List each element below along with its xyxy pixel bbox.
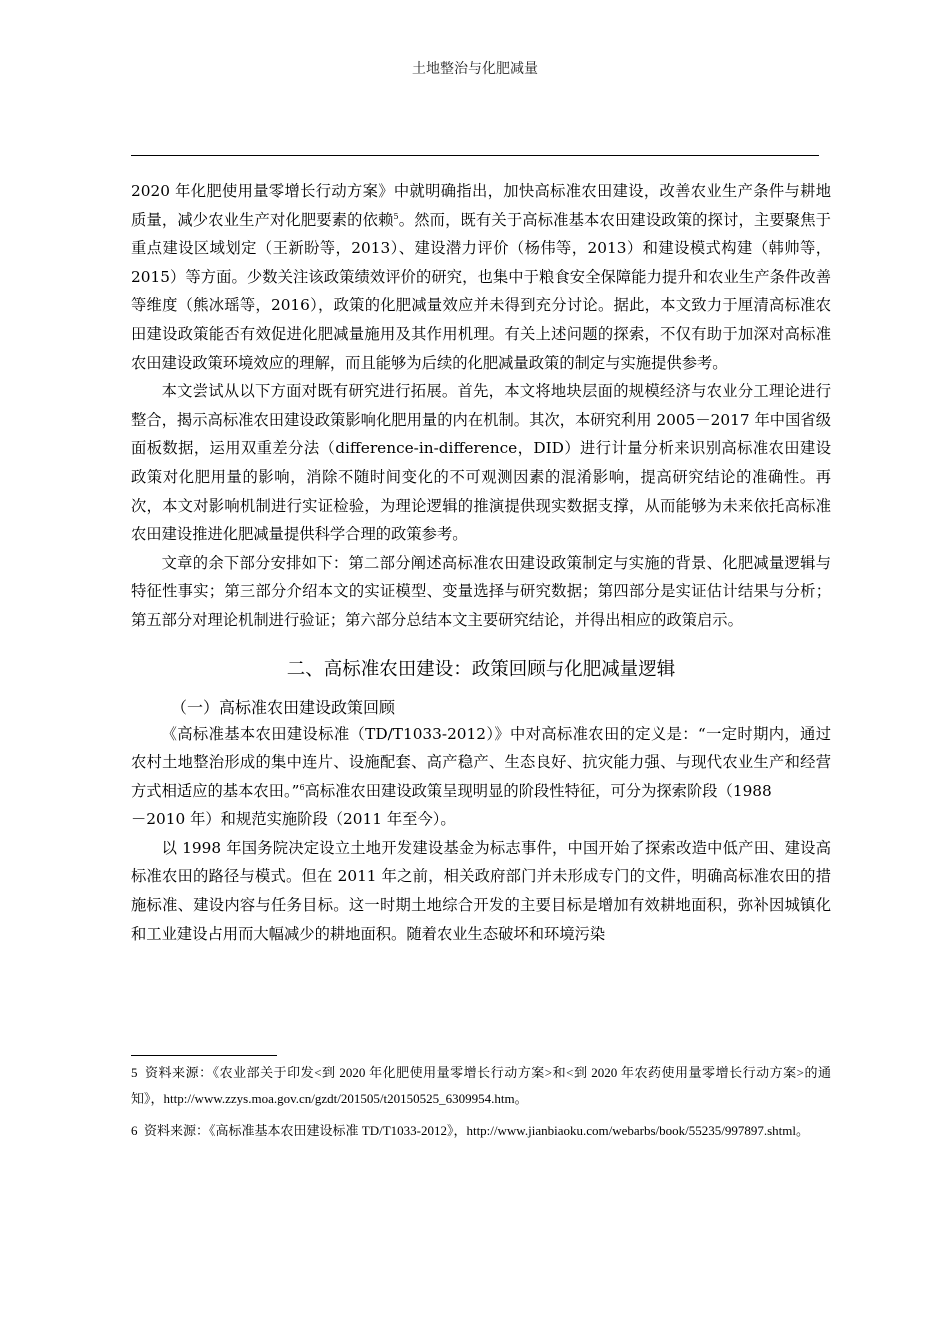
footnote-ref-5[interactable]: 5 xyxy=(393,211,399,221)
paragraph-5: 以 1998 年国务院决定设立土地开发建设基金为标志事件，中国开始了探索改造中低产田、建设高标准农田的路径与模式。但在 2011 年之前，相关政府部门并未形成专门的文件，明确高标准农田的措施标准、建设内容与任务目标。这一时期土地综合开发的主要目标是增加有效耕地面积，弥补因城镇化和工业建设占用而大幅减少的耕地面积。随着农业生态破坏和环境污染 xyxy=(131,838,831,943)
subsection-title: （一）高标准农田建设政策回顾 xyxy=(171,697,396,717)
footnote-ref-6[interactable]: 6 xyxy=(299,782,305,792)
body-text xyxy=(131,177,831,948)
paragraph-1: 2020 年化肥使用量零增长行动方案》中就明确指出，加快高标准农田建设，改善农业生产条件与耕地质量，减少农业生产对化肥要素的依赖$^5$。然而，既有关于高标准基本农田建设政策的探讨，主要聚焦于重点建设区域划定（王新盼等，2013）、建设潜力评价（杨伟等，2013）和建设模式构建（韩帅等，2015）等方面。少数关注该政策绩效评价的研究，也集中于粮食安全保障能力提升和农业生产条件改善等维度（熊冰瑶等，2016），政策的化肥减量效应并未得到充分讨论。据此，本文致力于厘清高标准农田建设政策能否有效促进化肥减量施用及其作用机理。有关上述问题的探索，不仅有助于加深对高标准农田建设政策环境效应的理解，而且能够为后续的化肥减量政策的制定与实施提供参考。 xyxy=(131,182,831,372)
running-header: 土地整治与化肥减量 xyxy=(412,61,538,77)
footnotes xyxy=(131,1060,831,1150)
paragraph-2: 本文尝试从以下方面对既有研究进行拓展。首先，本文将地块层面的规模经济与农业分工理论进行整合，揭示高标准农田建设政策影响化肥用量的内在机制。其次，本研究利用 2005－2017 年中国省级面板数据，运用双重差分法（difference-in-difference，DID）进行计量分析来识别高标准农田建设政策对化肥用量的影响，消除不随时间变化的不可观测因素的混淆影响，提高研究结论的准确性。再次，本文对影响机制进行实证检验，为理论逻辑的推演提供现实数据支撑，从而能够为未来依托高标准农田建设推进化肥减量提供科学合理的政策参考。 xyxy=(131,382,831,544)
header-rule xyxy=(131,155,819,156)
section-title: 二、高标准农田建设：政策回顾与化肥减量逻辑 xyxy=(286,658,676,680)
paragraph-4-continued: －2010 年）和规范实施阶段（2011 年至今）。 xyxy=(131,810,456,829)
footnote-6: 6 资料来源：《高标准基本农田建设标准 TD/T1033-2012》，http://www.jianbiaoku.com/webarbs/book/55235/997897.shtml。 xyxy=(131,1123,810,1138)
paragraph-3: 文章的余下部分安排如下：第二部分阐述高标准农田建设政策制定与实施的背景、化肥减量逻辑与特征性事实；第三部分介绍本文的实证模型、变量选择与研究数据；第四部分是实证估计结果与分析；第五部分对理论机制进行验证；第六部分总结本文主要研究结论，并得出相应的政策启示。 xyxy=(131,553,831,629)
paragraph-4: 《高标准基本农田建设标准（TD/T1033-2012）》中对高标准农田的定义是：“一定时期内，通过农村土地整治形成的集中连片、设施配套、高产稳产、生态良好、抗灾能力强、与现代农业生产和经营方式相适应的基本农田。”$^6$高标准农田建设政策呈现明显的阶段性特征，可分为探索阶段（1988 xyxy=(131,724,831,800)
footnote-rule xyxy=(131,1055,277,1056)
footnote-5: 5 资料来源：《农业部关于印发<到 2020 年化肥使用量零增长行动方案>和<到 2020 年农药使用量零增长行动方案>的通知》，http://www.zzys.moa.gov.cn/gzdt/201505/t20150525_6309954.htm。 xyxy=(131,1065,832,1106)
